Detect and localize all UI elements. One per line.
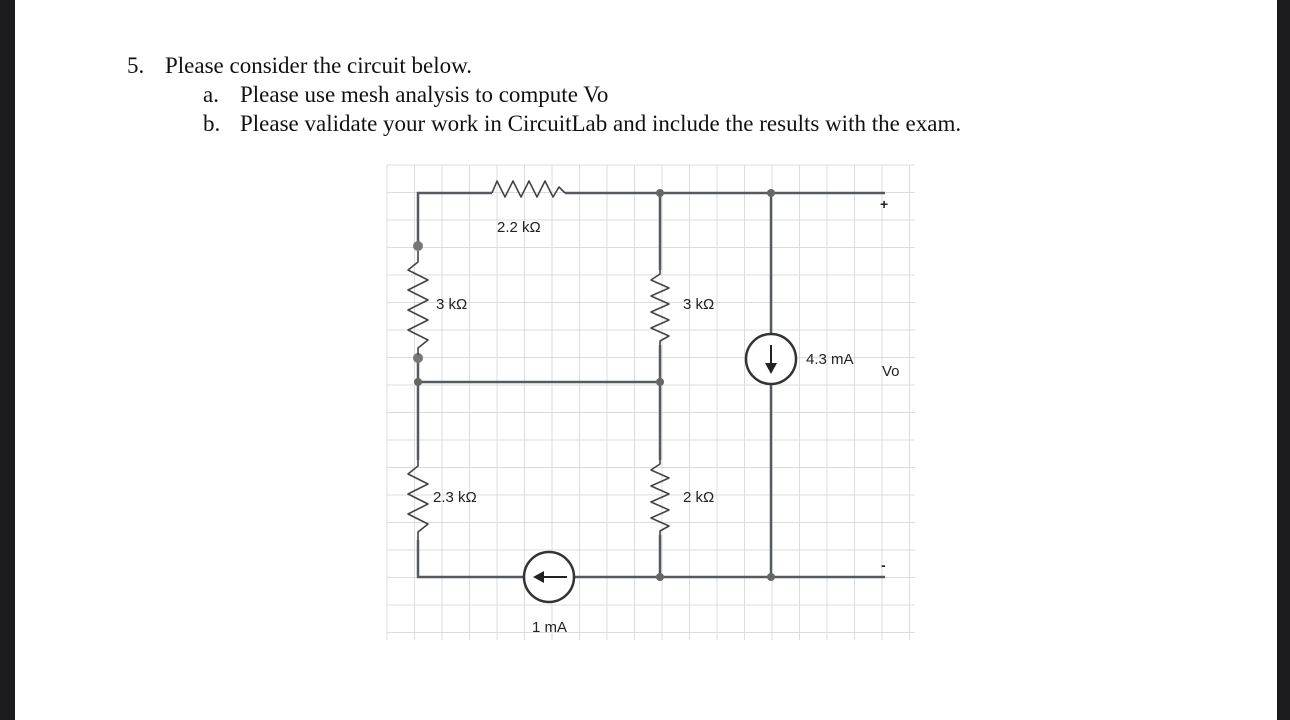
resistor-left-lower-label: 2.3 kΩ xyxy=(433,489,477,506)
resistor-mid-upper-symbol xyxy=(651,270,669,345)
junction-dot xyxy=(767,573,775,581)
junction-dot xyxy=(656,189,664,197)
question-text: Please consider the circuit below. xyxy=(165,53,472,78)
junction-dot xyxy=(767,189,775,197)
part-a-marker: a. xyxy=(203,82,219,107)
part-b-marker: b. xyxy=(203,111,221,136)
current-source-right xyxy=(746,334,796,384)
resistor-left-lower-symbol xyxy=(408,460,428,540)
resistor-top-symbol xyxy=(492,181,565,197)
wire-top-left xyxy=(418,193,492,244)
output-minus-sign: - xyxy=(881,557,886,573)
junction-dot xyxy=(656,378,664,386)
wire-bottom-left xyxy=(418,540,524,577)
current-source-bottom-label: 1 mA xyxy=(532,619,568,636)
terminal-node xyxy=(413,241,423,251)
schematic-grid xyxy=(387,165,915,640)
current-source-right-label: 4.3 mA xyxy=(806,351,854,368)
resistor-top-label: 2.2 kΩ xyxy=(497,219,541,236)
output-vo-label: Vo xyxy=(882,363,900,380)
junction-dot xyxy=(414,378,422,386)
junction-dot xyxy=(656,573,664,581)
part-a-text: Please use mesh analysis to compute Vo xyxy=(240,82,609,107)
resistor-mid-upper-label: 3 kΩ xyxy=(683,296,715,313)
resistor-mid-lower-label: 2 kΩ xyxy=(683,489,715,506)
current-source-bottom xyxy=(524,552,574,602)
resistor-left-upper-label: 3 kΩ xyxy=(436,296,468,313)
resistor-mid-lower-symbol xyxy=(651,460,669,535)
question-number: 5. xyxy=(127,53,145,78)
part-b-text: Please validate your work in CircuitLab and include the results with the exam. xyxy=(240,111,962,136)
output-plus-sign: + xyxy=(880,196,889,212)
